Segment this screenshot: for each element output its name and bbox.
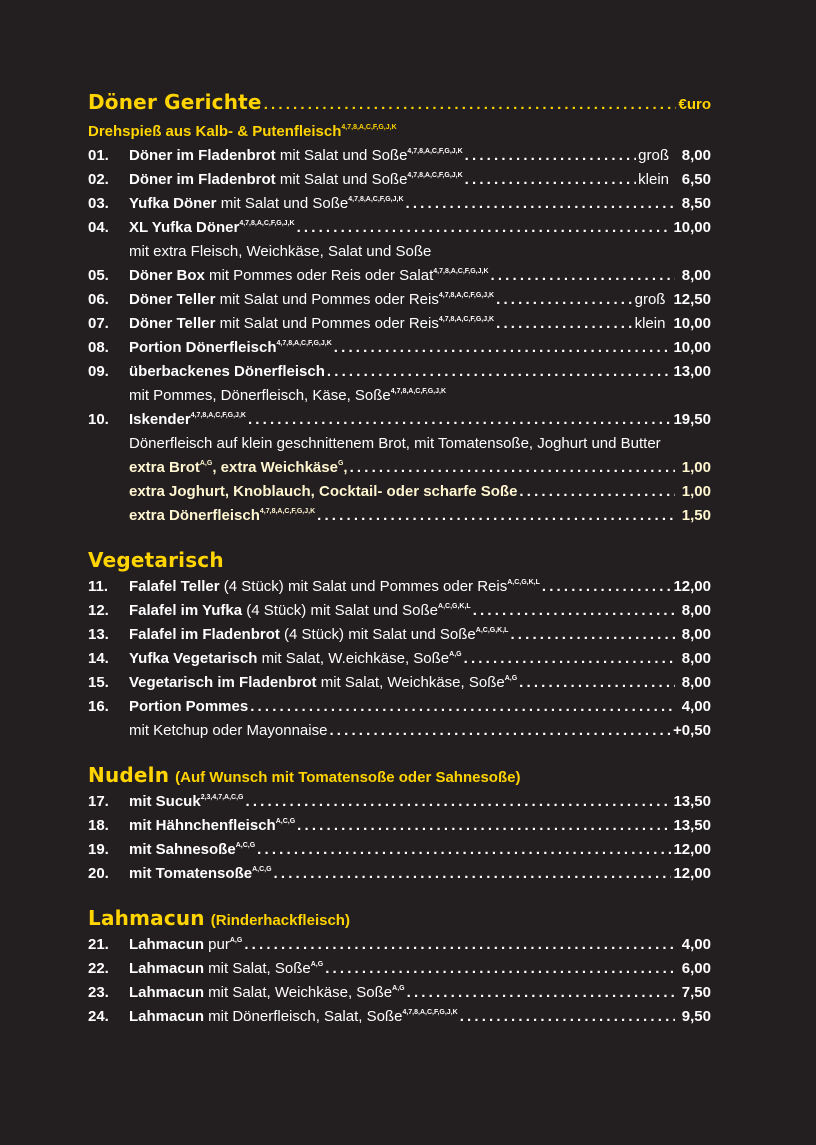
item-name xyxy=(129,933,242,957)
extra-label: extra Joghurt, Knoblauch, Cocktail- oder scharfe Soße xyxy=(129,483,518,500)
dot-leader xyxy=(245,790,671,814)
item-detail: (4 Stück) mit Salat und Pommes oder Reis xyxy=(219,578,508,595)
allergen-codes: A,G xyxy=(392,985,405,992)
item-title: mit Hähnchenfleisch xyxy=(129,817,276,834)
item-price: 9,50 xyxy=(681,1008,711,1025)
allergen-codes: 4,7,8,A,C,F,G,J,K xyxy=(390,388,447,395)
menu-item-row xyxy=(88,647,711,671)
item-price: 10,00 xyxy=(673,315,711,332)
item-name xyxy=(129,312,494,336)
section-header-nudeln xyxy=(88,763,711,790)
item-detail: mit Dönerfleisch, Salat, Soße xyxy=(204,1008,403,1025)
section-title: Vegetarisch xyxy=(88,548,224,572)
dot-leader xyxy=(519,480,675,504)
item-title: Yufka Vegetarisch xyxy=(129,650,258,667)
item-title: Döner im Fladenbrot xyxy=(129,171,276,188)
item-price: 12,00 xyxy=(673,578,711,595)
item-description: mit Pommes, Dönerfleisch, Käse, Soße$^{4,7,8,A,C,F,G,J,K}$ xyxy=(129,387,447,404)
dot-leader xyxy=(406,192,675,216)
item-name xyxy=(129,408,246,432)
allergen-codes: A,G xyxy=(449,651,462,658)
dot-leader xyxy=(407,981,675,1005)
item-name xyxy=(129,647,462,671)
item-title: Döner Teller xyxy=(129,291,216,308)
item-description: mit Ketchup oder Mayonnaise xyxy=(129,722,328,739)
allergen-codes: A,C,G xyxy=(275,818,296,825)
allergen-codes: A,C,G,K,L xyxy=(507,579,540,586)
item-price: 8,50 xyxy=(681,195,711,212)
currency-label: €uro xyxy=(678,96,711,113)
menu-item-row xyxy=(88,192,711,216)
dot-leader xyxy=(317,504,675,528)
dot-leader xyxy=(496,288,633,312)
extra-item-row xyxy=(88,456,711,480)
extra-label: , xyxy=(343,459,348,476)
item-title: Portion Dönerfleisch xyxy=(129,339,277,356)
item-title: Falafel im Fladenbrot xyxy=(129,626,280,643)
item-detail: mit Salat, Weichkäse, Soße xyxy=(316,674,505,691)
section-subtitle: (Rinderhackfleisch) xyxy=(210,912,350,929)
menu-item-row xyxy=(88,312,711,336)
item-price: 4,00 xyxy=(681,936,711,953)
dot-leader xyxy=(510,623,675,647)
allergen-codes: 4,7,8,A,C,F,G,J,K xyxy=(407,148,463,155)
item-price: 8,00 xyxy=(681,267,711,284)
vegetarisch-list xyxy=(88,575,711,743)
item-detail: mit Pommes oder Reis oder Salat xyxy=(204,267,434,284)
menu-item-row xyxy=(88,671,711,695)
allergen-codes: A,G xyxy=(310,961,324,968)
dot-leader xyxy=(465,144,636,168)
menu-item-row xyxy=(88,360,711,384)
item-price: 13,00 xyxy=(673,363,711,380)
item-name xyxy=(129,168,463,192)
item-addon-row xyxy=(88,719,711,743)
item-detail: (4 Stück) mit Salat und Soße xyxy=(242,602,439,619)
item-size: klein xyxy=(634,315,666,332)
item-price: 7,50 xyxy=(681,984,711,1001)
item-price: 6,00 xyxy=(681,960,711,977)
allergen-codes: A,C,G,K,L xyxy=(475,627,509,634)
allergen-codes: 2,3,4,7,A,C,G xyxy=(200,794,244,801)
item-price: 8,00 xyxy=(681,650,711,667)
item-title: Vegetarisch im Fladenbrot xyxy=(129,674,317,691)
dot-leader xyxy=(542,575,672,599)
menu-item-row xyxy=(88,408,711,432)
dot-leader xyxy=(473,599,675,623)
section-title: Döner Gerichte xyxy=(88,90,262,114)
item-size: klein xyxy=(638,171,669,188)
section-header-doner xyxy=(88,90,711,120)
menu-item-row xyxy=(88,1005,711,1029)
menu-item-row xyxy=(88,288,711,312)
allergen-codes: A,C,G xyxy=(252,866,272,873)
dot-leader xyxy=(460,1005,675,1029)
item-number: 18. xyxy=(88,817,109,834)
item-title: Lahmacun xyxy=(129,960,205,977)
item-price: 8,00 xyxy=(681,602,711,619)
item-number: 20. xyxy=(88,865,109,882)
allergen-codes: A,C,G xyxy=(235,842,256,849)
item-number: 14. xyxy=(88,650,109,667)
section-title: Lahmacun xyxy=(88,906,205,930)
item-title: Lahmacun xyxy=(129,936,205,953)
section-title: Nudeln xyxy=(88,763,170,787)
item-title: XL Yufka Döner xyxy=(129,219,240,236)
extra-label: , extra Weichkäse xyxy=(212,459,338,476)
item-number: 01. xyxy=(88,147,109,164)
extras-list xyxy=(88,456,711,528)
item-price: 12,00 xyxy=(673,841,711,858)
item-description: Dönerfleisch auf klein geschnittenem Brot, mit Tomatensoße, Joghurt und Butter xyxy=(129,435,661,452)
item-number: 05. xyxy=(88,267,109,284)
item-detail: mit Salat, Weichkäse, Soße xyxy=(204,984,393,1001)
item-title: Döner Box xyxy=(129,267,205,284)
item-price: +0,50 xyxy=(673,722,711,739)
item-title: Portion Pommes xyxy=(129,698,249,715)
item-title: Lahmacun xyxy=(129,984,205,1001)
item-price: 12,50 xyxy=(673,291,711,308)
item-number: 12. xyxy=(88,602,109,619)
item-number: 16. xyxy=(88,698,109,715)
item-name xyxy=(129,623,508,647)
item-name xyxy=(129,862,272,886)
item-name xyxy=(129,216,295,240)
item-detail: mit Salat und Soße xyxy=(216,195,349,212)
item-number: 06. xyxy=(88,291,109,308)
dot-leader xyxy=(257,838,671,862)
item-price: 10,00 xyxy=(673,219,711,236)
item-number: 24. xyxy=(88,1008,109,1025)
item-price: 13,50 xyxy=(673,793,711,810)
item-name xyxy=(129,360,325,384)
menu-item-row xyxy=(88,695,711,719)
item-name xyxy=(129,288,494,312)
item-number: 03. xyxy=(88,195,109,212)
item-title: mit Sahnesoße xyxy=(129,841,236,858)
item-number: 07. xyxy=(88,315,109,332)
item-name xyxy=(129,957,323,981)
item-title: Döner im Fladenbrot xyxy=(129,147,276,164)
item-size: groß xyxy=(634,291,666,308)
item-price: 1,00 xyxy=(681,483,711,500)
allergen-codes: G xyxy=(337,460,344,467)
allergen-codes: 4,7,8,A,C,F,G,J,K xyxy=(438,292,495,299)
extra-name xyxy=(129,480,517,504)
item-name xyxy=(129,599,471,623)
lahmacun-list xyxy=(88,933,711,1029)
dot-leader xyxy=(465,168,636,192)
dot-leader xyxy=(496,312,632,336)
item-number: 17. xyxy=(88,793,109,810)
dot-leader xyxy=(244,933,675,957)
menu-item-row xyxy=(88,862,711,886)
item-title: mit Sucuk xyxy=(129,793,201,810)
section-intro: Drehspieß aus Kalb- & Putenfleisch$^{4,7,8,A,C,F,G,J,K}$ xyxy=(88,123,397,140)
item-name xyxy=(129,695,248,719)
item-price: 12,00 xyxy=(673,865,711,882)
menu-item-row xyxy=(88,623,711,647)
item-detail: pur xyxy=(204,936,230,953)
item-price: 1,00 xyxy=(681,459,711,476)
allergen-codes: 4,7,8,A,C,F,G,J,K xyxy=(402,1009,458,1016)
item-name xyxy=(129,790,243,814)
item-detail: (4 Stück) mit Salat und Soße xyxy=(279,626,476,643)
item-name xyxy=(129,575,540,599)
extra-label: extra Brot xyxy=(129,459,200,476)
item-detail: mit Salat und Soße xyxy=(275,171,408,188)
item-detail: mit Salat, W.eichkäse, Soße xyxy=(257,650,450,667)
dot-leader xyxy=(250,695,675,719)
item-title: Iskender xyxy=(129,411,191,428)
menu-item-row xyxy=(88,216,711,240)
dot-leader xyxy=(329,719,671,743)
item-number: 23. xyxy=(88,984,109,1001)
item-detail: mit Salat und Pommes oder Reis xyxy=(215,291,439,308)
menu-item-row xyxy=(88,264,711,288)
item-price: 6,50 xyxy=(681,171,711,188)
allergen-codes: 4,7,8,A,C,F,G,J,K xyxy=(239,220,295,227)
item-number: 19. xyxy=(88,841,109,858)
item-name xyxy=(129,814,295,838)
menu-item-row xyxy=(88,336,711,360)
menu-item-row xyxy=(88,981,711,1005)
item-number: 15. xyxy=(88,674,109,691)
allergen-codes: 4,7,8,A,C,F,G,J,K xyxy=(276,340,332,347)
item-number: 22. xyxy=(88,960,109,977)
item-name xyxy=(129,264,489,288)
menu-item-row xyxy=(88,575,711,599)
menu-item-row xyxy=(88,144,711,168)
item-detail: mit Salat und Pommes oder Reis xyxy=(215,315,439,332)
menu-item-row xyxy=(88,168,711,192)
doner-list xyxy=(88,144,711,456)
menu-item-row xyxy=(88,933,711,957)
dot-leader xyxy=(350,456,675,480)
item-number: 21. xyxy=(88,936,109,953)
menu-item-row xyxy=(88,599,711,623)
item-price: 10,00 xyxy=(673,339,711,356)
item-title: Döner Teller xyxy=(129,315,216,332)
item-number: 13. xyxy=(88,626,109,643)
allergen-codes: A,G xyxy=(199,460,213,467)
item-price: 8,00 xyxy=(681,674,711,691)
item-title: Falafel im Yufka xyxy=(129,602,243,619)
menu-item-row xyxy=(88,790,711,814)
dot-leader xyxy=(464,647,675,671)
item-price: 8,00 xyxy=(681,147,711,164)
extra-label: extra Dönerfleisch xyxy=(129,507,260,524)
item-name xyxy=(129,144,463,168)
menu-content xyxy=(88,90,711,1029)
item-title: Falafel Teller xyxy=(129,578,220,595)
dot-leader xyxy=(491,264,675,288)
nudeln-list xyxy=(88,790,711,886)
item-name xyxy=(129,838,255,862)
item-price: 4,00 xyxy=(681,698,711,715)
item-title: mit Tomatensoße xyxy=(129,865,253,882)
dot-leader xyxy=(297,216,672,240)
dot-leader xyxy=(327,360,672,384)
allergen-codes: 4,7,8,A,C,F,G,J,K xyxy=(259,508,316,515)
menu-item-row xyxy=(88,838,711,862)
item-number: 02. xyxy=(88,171,109,188)
item-name xyxy=(129,981,405,1005)
allergen-codes: A,G xyxy=(229,937,243,944)
item-title: Lahmacun xyxy=(129,1008,205,1025)
dot-leader xyxy=(325,957,675,981)
dot-leader xyxy=(519,671,675,695)
extra-item-row xyxy=(88,504,711,528)
section-header-lahmacun xyxy=(88,906,711,933)
item-title: Yufka Döner xyxy=(129,195,217,212)
item-name xyxy=(129,671,517,695)
item-number: 04. xyxy=(88,219,109,236)
menu-item-row xyxy=(88,957,711,981)
extra-item-row xyxy=(88,480,711,504)
allergen-codes: 4,7,8,A,C,F,G,J,K xyxy=(190,412,246,419)
item-size: groß xyxy=(638,147,669,164)
menu-item-row xyxy=(88,814,711,838)
item-detail: mit Salat, Soße xyxy=(204,960,311,977)
section-subtitle: (Auf Wunsch mit Tomatensoße oder Sahnesoße) xyxy=(175,769,521,786)
item-number: 08. xyxy=(88,339,109,356)
item-number: 11. xyxy=(88,578,109,595)
item-price: 1,50 xyxy=(681,507,711,524)
allergen-codes: 4,7,8,A,C,F,G,J,K xyxy=(407,172,463,179)
allergen-codes: A,C,G,K,L xyxy=(438,603,471,610)
dot-leader xyxy=(334,336,672,360)
allergen-codes: 4,7,8,A,C,F,G,J,K xyxy=(438,316,495,323)
item-description: mit extra Fleisch, Weichkäse, Salat und Soße xyxy=(129,243,432,260)
allergen-codes: 4,7,8,A,C,F,G,J,K xyxy=(348,196,404,203)
dot-leader xyxy=(297,814,671,838)
dot-leader xyxy=(274,862,672,886)
item-detail: mit Salat und Soße xyxy=(275,147,408,164)
dot-leader xyxy=(248,408,672,432)
item-price: 8,00 xyxy=(681,626,711,643)
section-header-vegetarisch xyxy=(88,548,711,575)
extra-name xyxy=(129,456,348,480)
item-name xyxy=(129,336,332,360)
item-price: 19,50 xyxy=(673,411,711,428)
item-name xyxy=(129,192,404,216)
item-price: 13,50 xyxy=(673,817,711,834)
item-number: 09. xyxy=(88,363,109,380)
extra-name xyxy=(129,504,315,528)
item-title: überbackenes Dönerfleisch xyxy=(129,363,325,380)
item-number: 10. xyxy=(88,411,109,428)
allergen-codes: A,G xyxy=(504,675,518,682)
item-name xyxy=(129,1005,458,1029)
allergen-codes: 4,7,8,A,C,F,G,J,K xyxy=(433,268,489,275)
